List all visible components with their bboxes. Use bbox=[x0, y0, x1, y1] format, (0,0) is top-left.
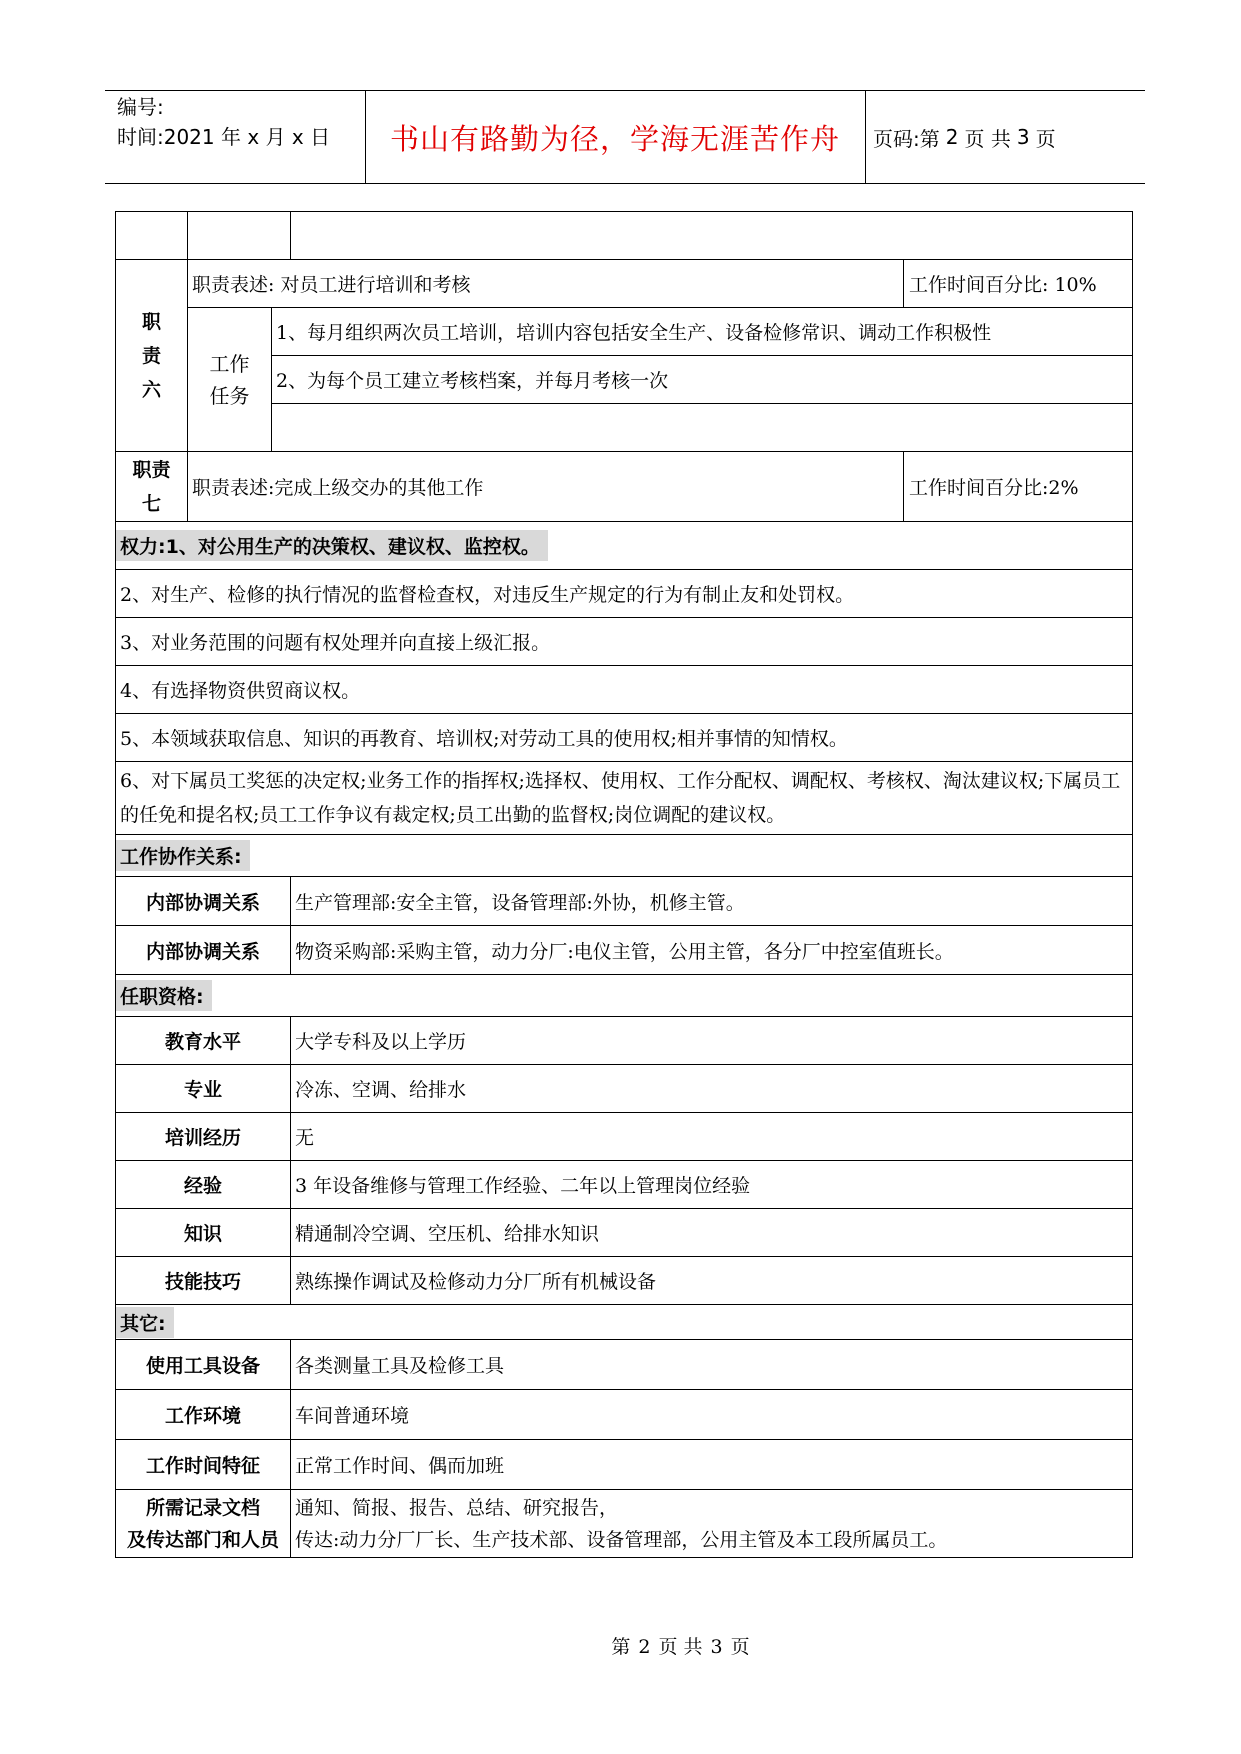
docs-label bbox=[116, 1490, 291, 1558]
power-heading-text: 权力:1、对公用生产的决策权、建议权、监控权。 bbox=[116, 530, 548, 561]
other-row bbox=[116, 1340, 1133, 1390]
qualification-label: 教育水平 bbox=[116, 1017, 291, 1065]
footer-total: 3 bbox=[710, 1636, 723, 1658]
qualification-row bbox=[116, 1017, 1133, 1065]
duty7-desc: 职责表述:完成上级交办的其他工作 bbox=[188, 452, 904, 522]
docs-label-line: 及传达部门和人员 bbox=[126, 1528, 279, 1551]
qualification-value: 无 bbox=[291, 1113, 1133, 1161]
header-divider bbox=[865, 90, 866, 184]
duty6-task: 1、每月组织两次员工培训，培训内容包括安全生产、设备检修常识、调动工作积极性 bbox=[272, 308, 1133, 356]
duty6-task bbox=[272, 404, 1133, 452]
docs-row bbox=[116, 1490, 1133, 1558]
power-row bbox=[116, 618, 1133, 666]
other-value: 各类测量工具及检修工具 bbox=[291, 1340, 1133, 1390]
page-num: 2 bbox=[945, 125, 959, 149]
qualification-label: 专业 bbox=[116, 1065, 291, 1113]
header-motto: 书山有路勤为径，学海无涯苦作舟 bbox=[389, 121, 840, 156]
power-heading-row bbox=[116, 522, 1133, 570]
page-suffix: 页 bbox=[1035, 126, 1056, 151]
footer-page: 2 bbox=[638, 1636, 651, 1658]
qualification-label: 经验 bbox=[116, 1161, 291, 1209]
docs-value-line: 传达:动力分厂厂长、生产技术部、设备管理部，公用主管及本工段所属员工。 bbox=[295, 1528, 948, 1551]
header-page-number bbox=[873, 90, 1056, 184]
page-header bbox=[105, 90, 1145, 184]
power-row bbox=[116, 714, 1133, 762]
tasks-label-line: 工作 bbox=[209, 351, 250, 376]
empty-cell bbox=[291, 212, 1133, 260]
duty6-label-char: 六 bbox=[141, 378, 161, 401]
duty6-desc: 职责表述: 对员工进行培训和考核 bbox=[188, 260, 904, 308]
qualification-heading-row bbox=[116, 975, 1133, 1017]
cooperation-row bbox=[116, 877, 1133, 926]
other-row bbox=[116, 1390, 1133, 1440]
power-row bbox=[116, 570, 1133, 618]
qualification-row bbox=[116, 1113, 1133, 1161]
job-description-table bbox=[115, 211, 1133, 1558]
qualification-label: 技能技巧 bbox=[116, 1257, 291, 1305]
cooperation-label: 内部协调关系 bbox=[116, 877, 291, 926]
duty6-task-row bbox=[116, 308, 1133, 356]
duty6-task: 2、为每个员工建立考核档案，并每月考核一次 bbox=[272, 356, 1133, 404]
qualification-heading bbox=[116, 975, 1133, 1017]
qualification-row bbox=[116, 1065, 1133, 1113]
cooperation-value: 生产管理部:安全主管，设备管理部:外协，机修主管。 bbox=[291, 877, 1133, 926]
footer-prefix: 第 bbox=[611, 1636, 631, 1658]
duty7-label-line: 七 bbox=[141, 492, 161, 515]
footer-mid: 页 共 bbox=[658, 1636, 703, 1658]
page-mid: 页 共 bbox=[964, 126, 1011, 151]
page-prefix: 页码:第 bbox=[873, 126, 940, 151]
qualification-value: 精通制冷空调、空压机、给排水知识 bbox=[291, 1209, 1133, 1257]
qualification-label: 知识 bbox=[116, 1209, 291, 1257]
power-item: 6、对下属员工奖惩的决定权;业务工作的指挥权;选择权、使用权、工作分配权、调配权、考核权、淘汰建议权;下属员工的任免和提名权;员工工作争议有裁定权;员工出勤的监督权;岗位调配的建议权。 bbox=[116, 762, 1133, 835]
duty6-desc-row bbox=[116, 260, 1133, 308]
docs-label-line: 所需记录文档 bbox=[145, 1496, 260, 1519]
time-label: 时间:2021 年 x 月 x 日 bbox=[117, 125, 331, 149]
qualification-value: 大学专科及以上学历 bbox=[291, 1017, 1133, 1065]
duty6-tasks-label bbox=[188, 308, 272, 452]
duty6-pct: 工作时间百分比: 10% bbox=[904, 260, 1133, 308]
empty-cell bbox=[116, 212, 188, 260]
qualification-value: 3 年设备维修与管理工作经验、二年以上管理岗位经验 bbox=[291, 1161, 1133, 1209]
header-meta bbox=[117, 92, 330, 152]
tasks-label-line: 任务 bbox=[209, 383, 250, 408]
footer-suffix: 页 bbox=[730, 1636, 750, 1658]
cooperation-value: 物资采购部:采购主管，动力分厂:电仪主管，公用主管，各分厂中控室值班长。 bbox=[291, 926, 1133, 975]
header-divider bbox=[365, 90, 366, 184]
empty-cell bbox=[188, 212, 291, 260]
power-row bbox=[116, 762, 1133, 835]
docs-value-line: 通知、简报、报告、总结、研究报告， bbox=[295, 1496, 619, 1519]
qualification-row bbox=[116, 1257, 1133, 1305]
other-row bbox=[116, 1440, 1133, 1490]
duty7-label bbox=[116, 452, 188, 522]
other-label: 工作时间特征 bbox=[116, 1440, 291, 1490]
duty6-label bbox=[116, 260, 188, 452]
other-heading-row bbox=[116, 1305, 1133, 1340]
cooperation-row bbox=[116, 926, 1133, 975]
other-value: 车间普通环境 bbox=[291, 1390, 1133, 1440]
power-item: 5、本领域获取信息、知识的再教育、培训权;对劳动工具的使用权;相并事情的知情权。 bbox=[116, 714, 1133, 762]
duty7-pct: 工作时间百分比:2% bbox=[904, 452, 1133, 522]
cooperation-label: 内部协调关系 bbox=[116, 926, 291, 975]
qualification-row bbox=[116, 1209, 1133, 1257]
qualification-heading-text: 任职资格: bbox=[116, 980, 212, 1011]
duty7-label-line: 职责 bbox=[132, 458, 171, 481]
power-row bbox=[116, 666, 1133, 714]
power-item: 2、对生产、检修的执行情况的监督检查权，对违反生产规定的行为有制止友和处罚权。 bbox=[116, 570, 1133, 618]
other-heading bbox=[116, 1305, 1133, 1340]
qualification-label: 培训经历 bbox=[116, 1113, 291, 1161]
docs-value bbox=[291, 1490, 1133, 1558]
duty7-row bbox=[116, 452, 1133, 522]
duty6-label-char: 职 bbox=[141, 310, 161, 333]
qualification-value: 冷冻、空调、给排水 bbox=[291, 1065, 1133, 1113]
duty6-label-char: 责 bbox=[141, 344, 161, 367]
other-value: 正常工作时间、偶而加班 bbox=[291, 1440, 1133, 1490]
power-item: 4、有选择物资供贸商议权。 bbox=[116, 666, 1133, 714]
page-total: 3 bbox=[1016, 125, 1030, 149]
table-row bbox=[116, 212, 1133, 260]
power-heading bbox=[116, 522, 1133, 570]
qualification-row bbox=[116, 1161, 1133, 1209]
cooperation-heading-text: 工作协作关系: bbox=[116, 840, 250, 871]
power-item: 3、对业务范围的问题有权处理并向直接上级汇报。 bbox=[116, 618, 1133, 666]
qualification-value: 熟练操作调试及检修动力分厂所有机械设备 bbox=[291, 1257, 1133, 1305]
other-heading-text: 其它: bbox=[116, 1307, 174, 1338]
page-footer bbox=[0, 1632, 1241, 1659]
other-label: 使用工具设备 bbox=[116, 1340, 291, 1390]
cooperation-heading bbox=[116, 835, 1133, 877]
serial-label: 编号: bbox=[117, 95, 164, 119]
cooperation-heading-row bbox=[116, 835, 1133, 877]
other-label: 工作环境 bbox=[116, 1390, 291, 1440]
